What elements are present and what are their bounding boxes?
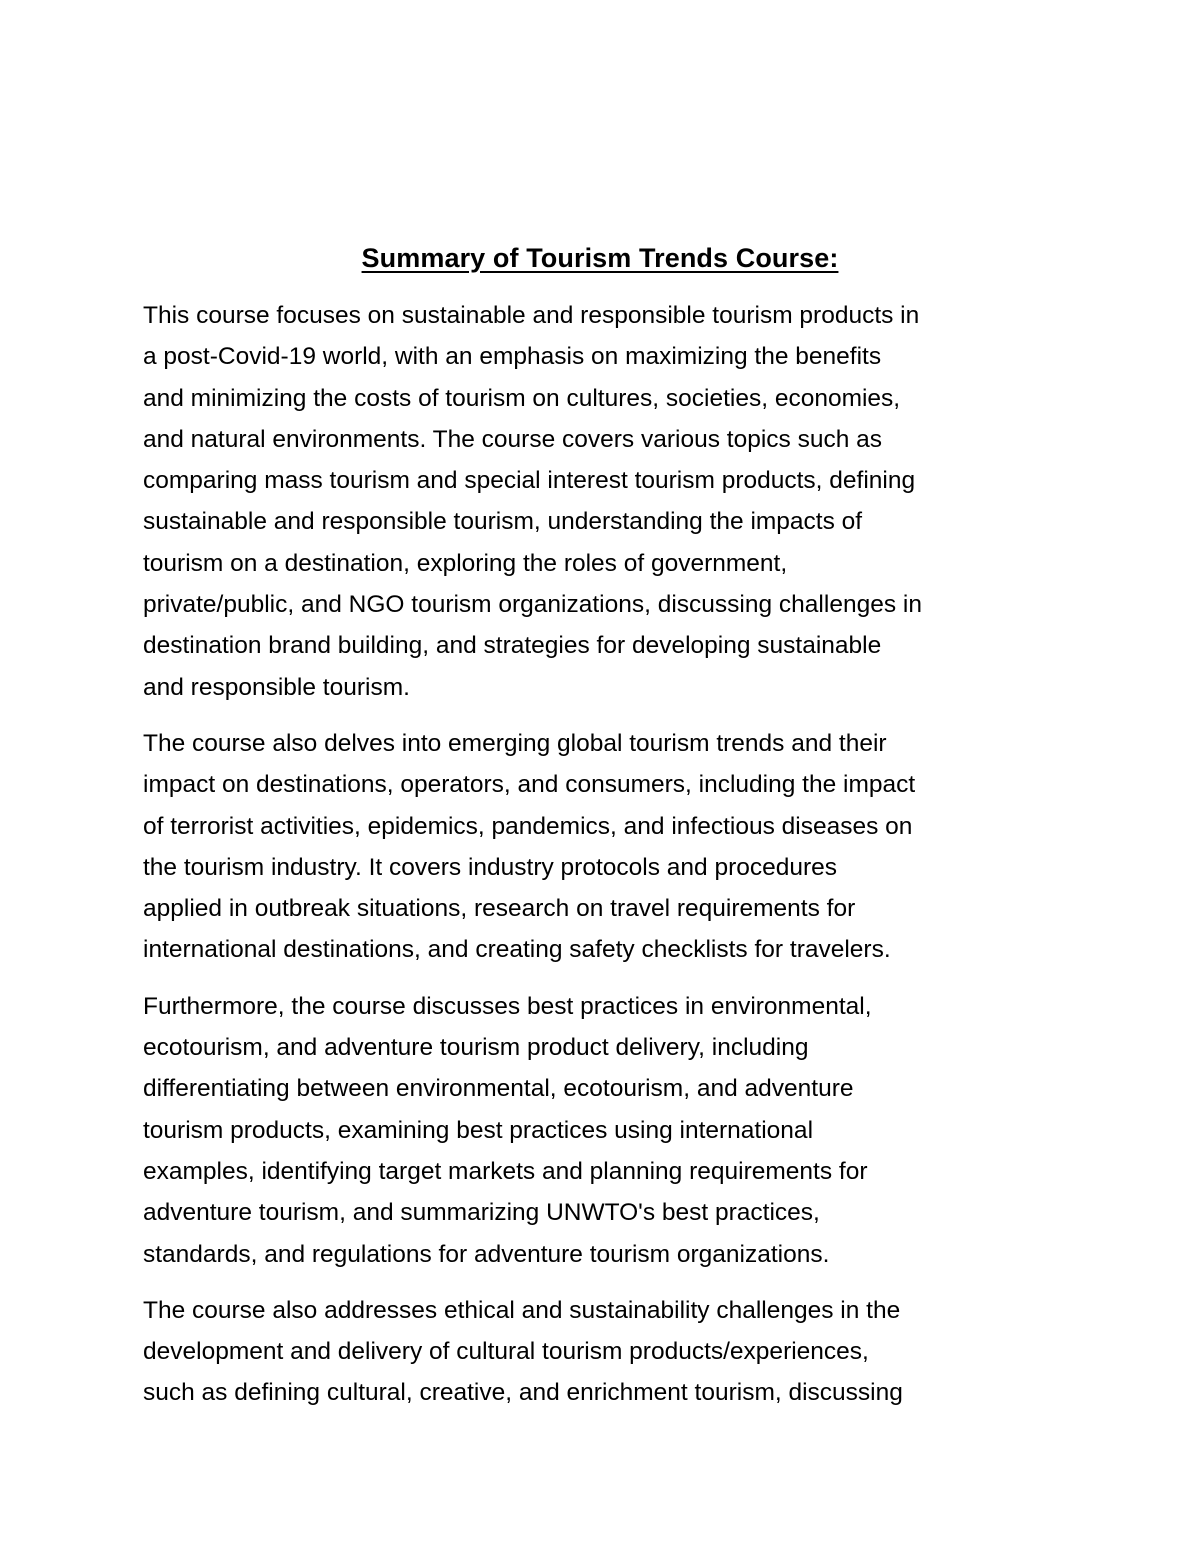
paragraph-3	[143, 986, 1063, 1275]
text-line: adventure tourism, and summarizing UNWTO's best practices,	[143, 1199, 820, 1227]
text-line: sustainable and responsible tourism, understanding the impacts of	[143, 508, 863, 536]
text-line: and responsible tourism.	[143, 673, 410, 701]
text-line: differentiating between environmental, ecotourism, and adventure	[143, 1075, 854, 1103]
text-line: This course focuses on sustainable and responsible tourism products in	[143, 302, 920, 329]
text-line: The course also delves into emerging global tourism trends and their	[143, 729, 887, 757]
paragraph-4	[143, 1290, 1063, 1414]
text-line: of terrorist activities, epidemics, pandemics, and infectious diseases on	[143, 812, 913, 840]
text-line: destination brand building, and strategies for developing sustainable	[143, 632, 882, 660]
text-line: and minimizing the costs of tourism on cultures, societies, economies,	[143, 384, 901, 412]
text-line: international destinations, and creating safety checklists for travelers.	[143, 936, 891, 964]
paragraph-2	[143, 723, 1063, 971]
text-line: private/public, and NGO tourism organizations, discussing challenges in	[143, 591, 922, 619]
text-line: such as defining cultural, creative, and enrichment tourism, discussing	[143, 1379, 903, 1407]
text-line: the tourism industry. It covers industry protocols and procedures	[143, 853, 838, 881]
text-line: a post-Covid-19 world, with an emphasis on maximizing the benefits	[143, 343, 882, 371]
text-line: standards, and regulations for adventure tourism organizations.	[143, 1240, 830, 1268]
text-line: examples, identifying target markets and planning requirements for	[143, 1157, 868, 1185]
text-line: comparing mass tourism and special interest tourism products, defining	[143, 467, 916, 495]
document-body	[143, 295, 1063, 1429]
paragraph-1	[143, 295, 1063, 708]
text-line: ecotourism, and adventure tourism product delivery, including	[143, 1034, 809, 1062]
document-title: Summary of Tourism Trends Course:	[361, 243, 839, 273]
text-line: Furthermore, the course discusses best practices in environmental,	[143, 992, 872, 1020]
text-line: applied in outbreak situations, research on travel requirements for	[143, 895, 856, 923]
text-line: tourism products, examining best practices using international	[143, 1116, 814, 1144]
text-line: tourism on a destination, exploring the roles of government,	[143, 549, 788, 577]
text-line: and natural environments. The course covers various topics such as	[143, 425, 883, 453]
text-line: impact on destinations, operators, and consumers, including the impact	[143, 771, 916, 799]
text-line: development and delivery of cultural tourism products/experiences,	[143, 1338, 869, 1366]
text-line: The course also addresses ethical and sustainability challenges in the	[143, 1296, 901, 1324]
